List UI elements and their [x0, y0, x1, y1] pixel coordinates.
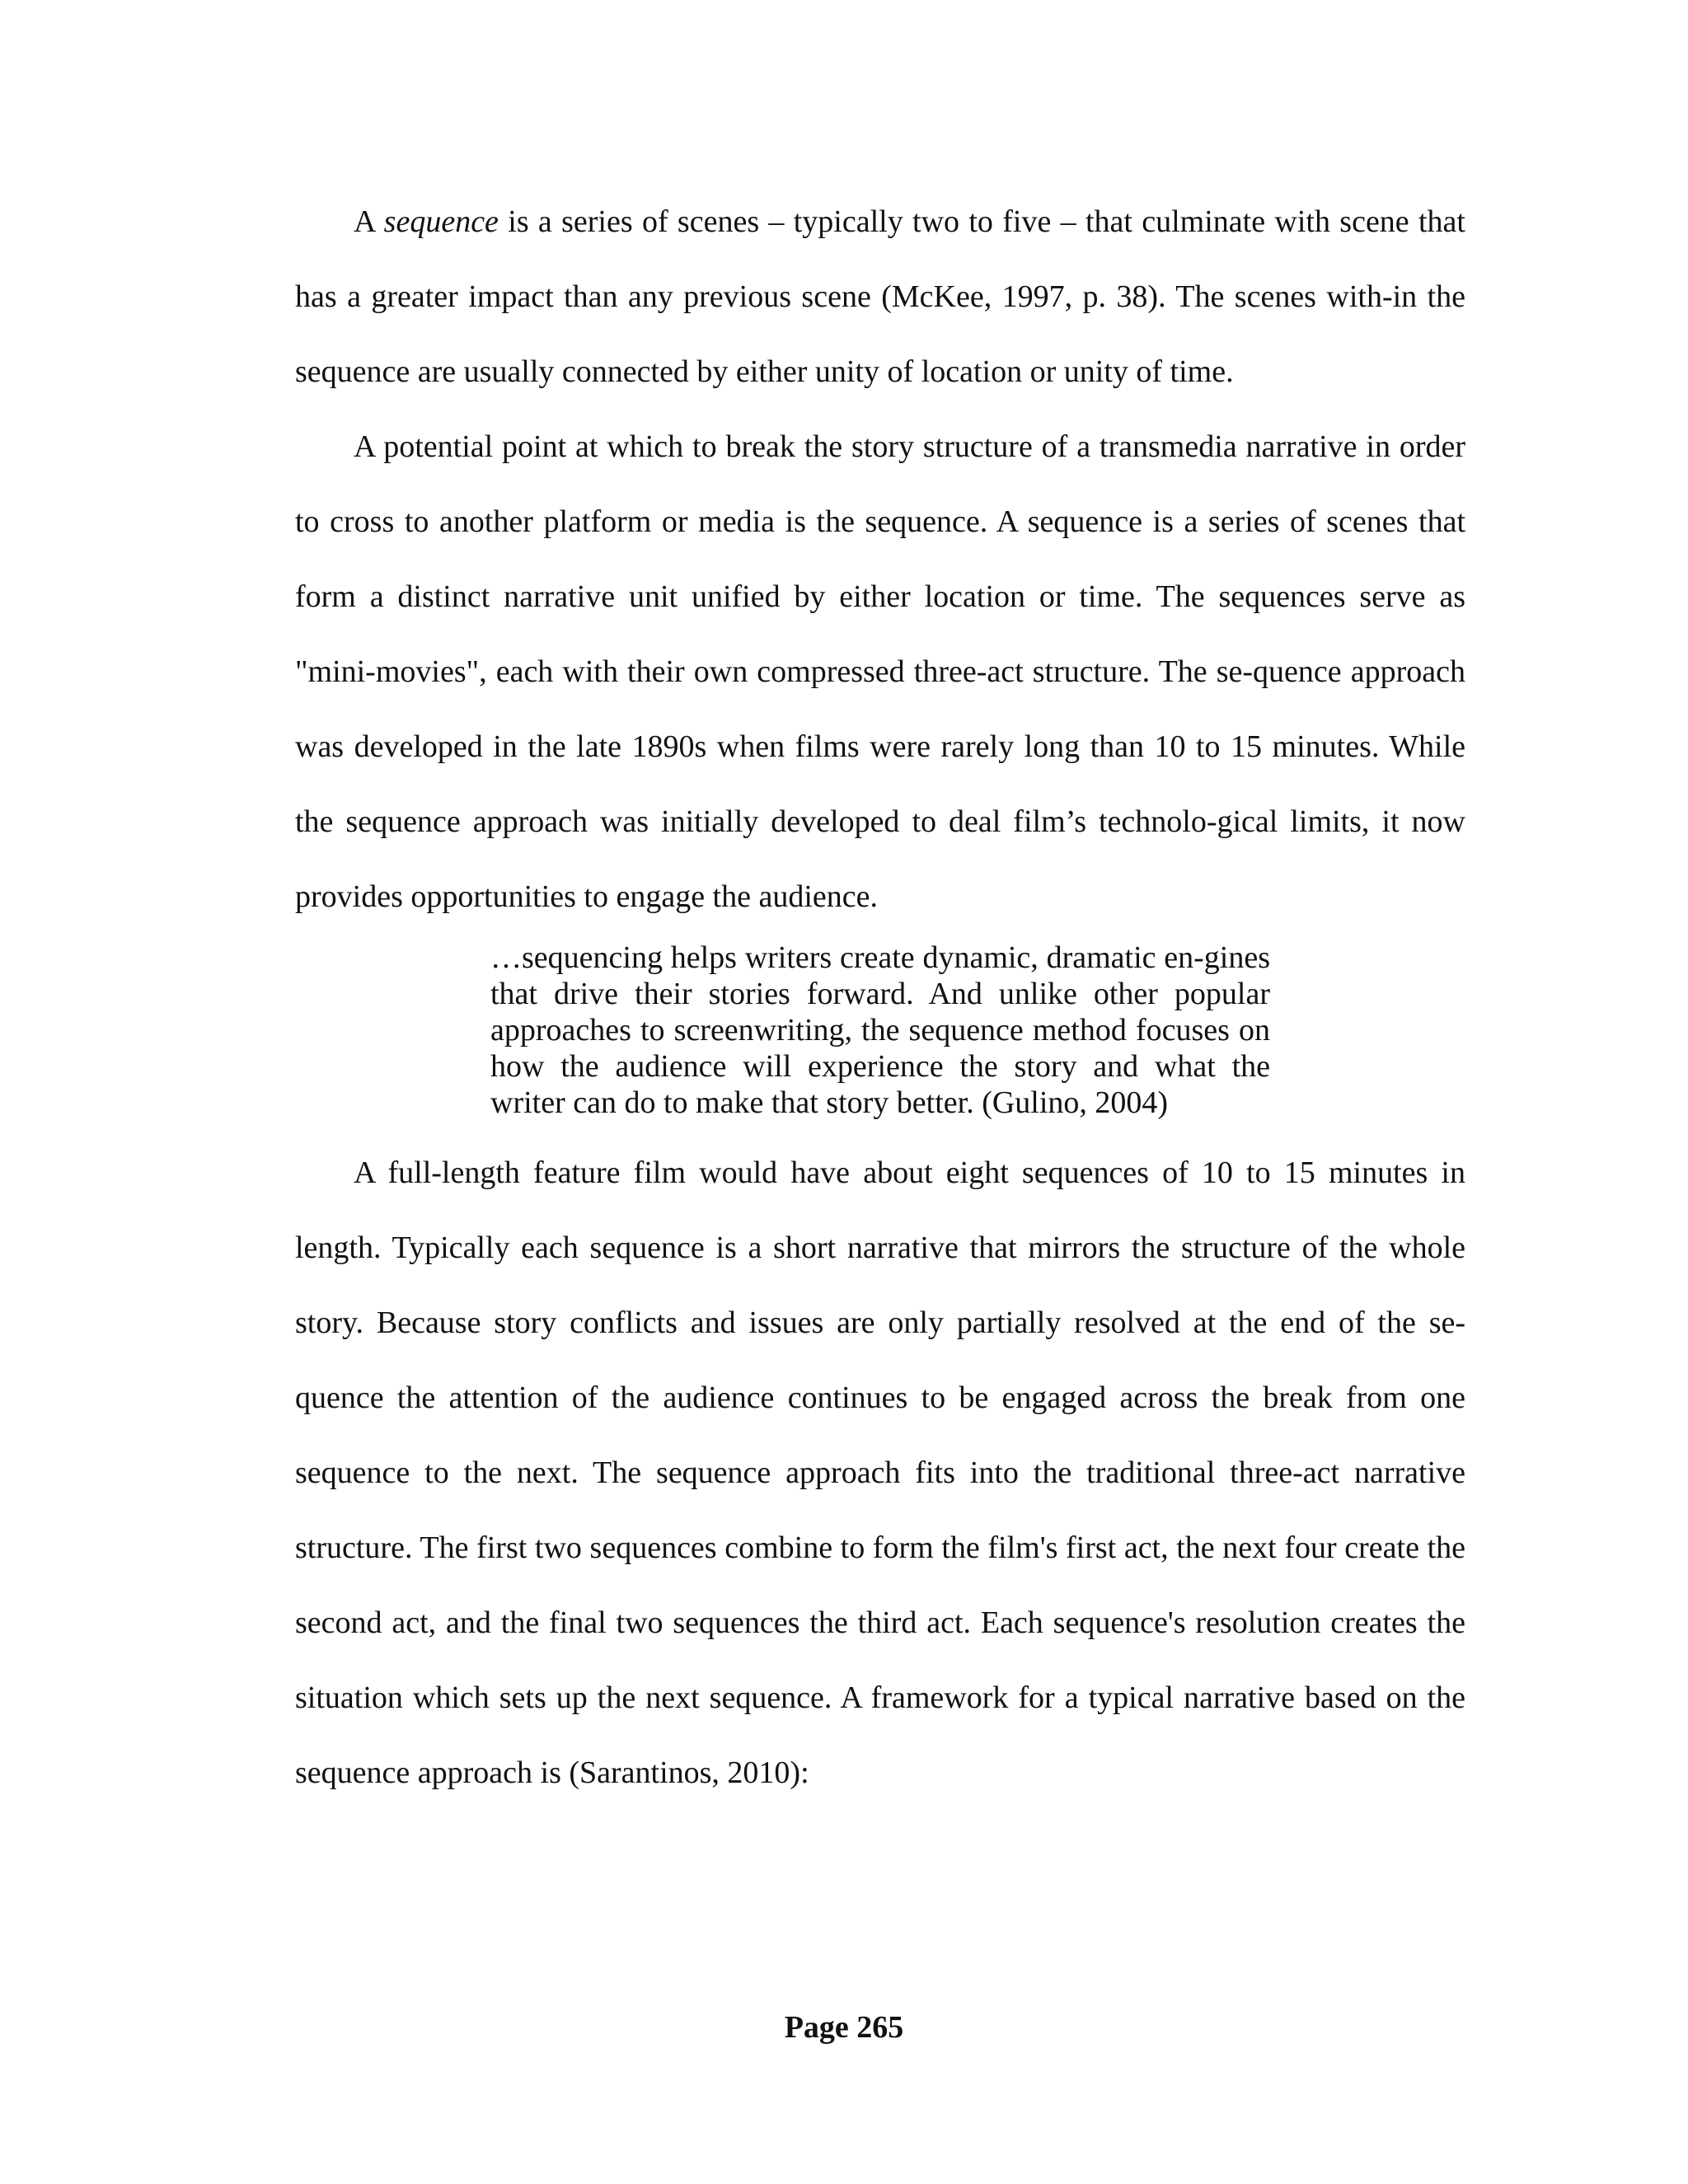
paragraph-rest: is a series of scenes – typically two to five – that culminate with scene that has a greater impact than any previous scene (McKee, 1997, p. 38). The scenes with-in the sequence are usually connected by either unity of location or unity of time. [295, 204, 1465, 389]
italic-term-sequence: sequence [383, 204, 499, 239]
paragraph-lead: A [354, 204, 384, 239]
paragraph-feature-film: A full-length feature film would have about eight sequences of 10 to 15 minutes in length. Typically each sequence is a short narrative that mirrors the structure of the whole story. Because story conflicts and issues are only partially resolved at the end of the se-quence the attention of the audience continues to be engaged across the break from one sequence to the next. The sequence approach fits into the traditional three-act narrative structure. The first two sequences combine to form the film's first act, the next four create the second act, and the final two sequences the third act. Each sequence's resolution creates the situation which sets up the next sequence. A framework for a typical narrative based on the sequence approach is (Sarantinos, 2010): [295, 1155, 1465, 1790]
paragraph-transmedia-break: A potential point at which to break the story structure of a transmedia narrative in order to cross to another platform or media is the sequence. A sequence is a series of scenes that form a distinct narrative unit unified by either location or time. The sequences serve as "mini-movies", each with their own compressed three-act structure. The se-quence approach was developed in the late 1890s when films were rarely long than 10 to 15 minutes. While the sequence approach was initially developed to deal film’s technolo-gical limits, it now provides opportunities to engage the audience. [295, 429, 1465, 914]
paragraph-sequence-definition [295, 185, 1465, 410]
body-text [295, 185, 1465, 1811]
page-number: Page 265 [784, 2010, 904, 2045]
block-quote-gulino: …sequencing helps writers create dynamic, dramatic en-gines that drive their stories forward. And unlike other popular approaches to screenwriting, the sequence method focuses on how the audience will experience the story and what the writer can do to make that story better. (Gulino, 2004) [490, 940, 1270, 1120]
